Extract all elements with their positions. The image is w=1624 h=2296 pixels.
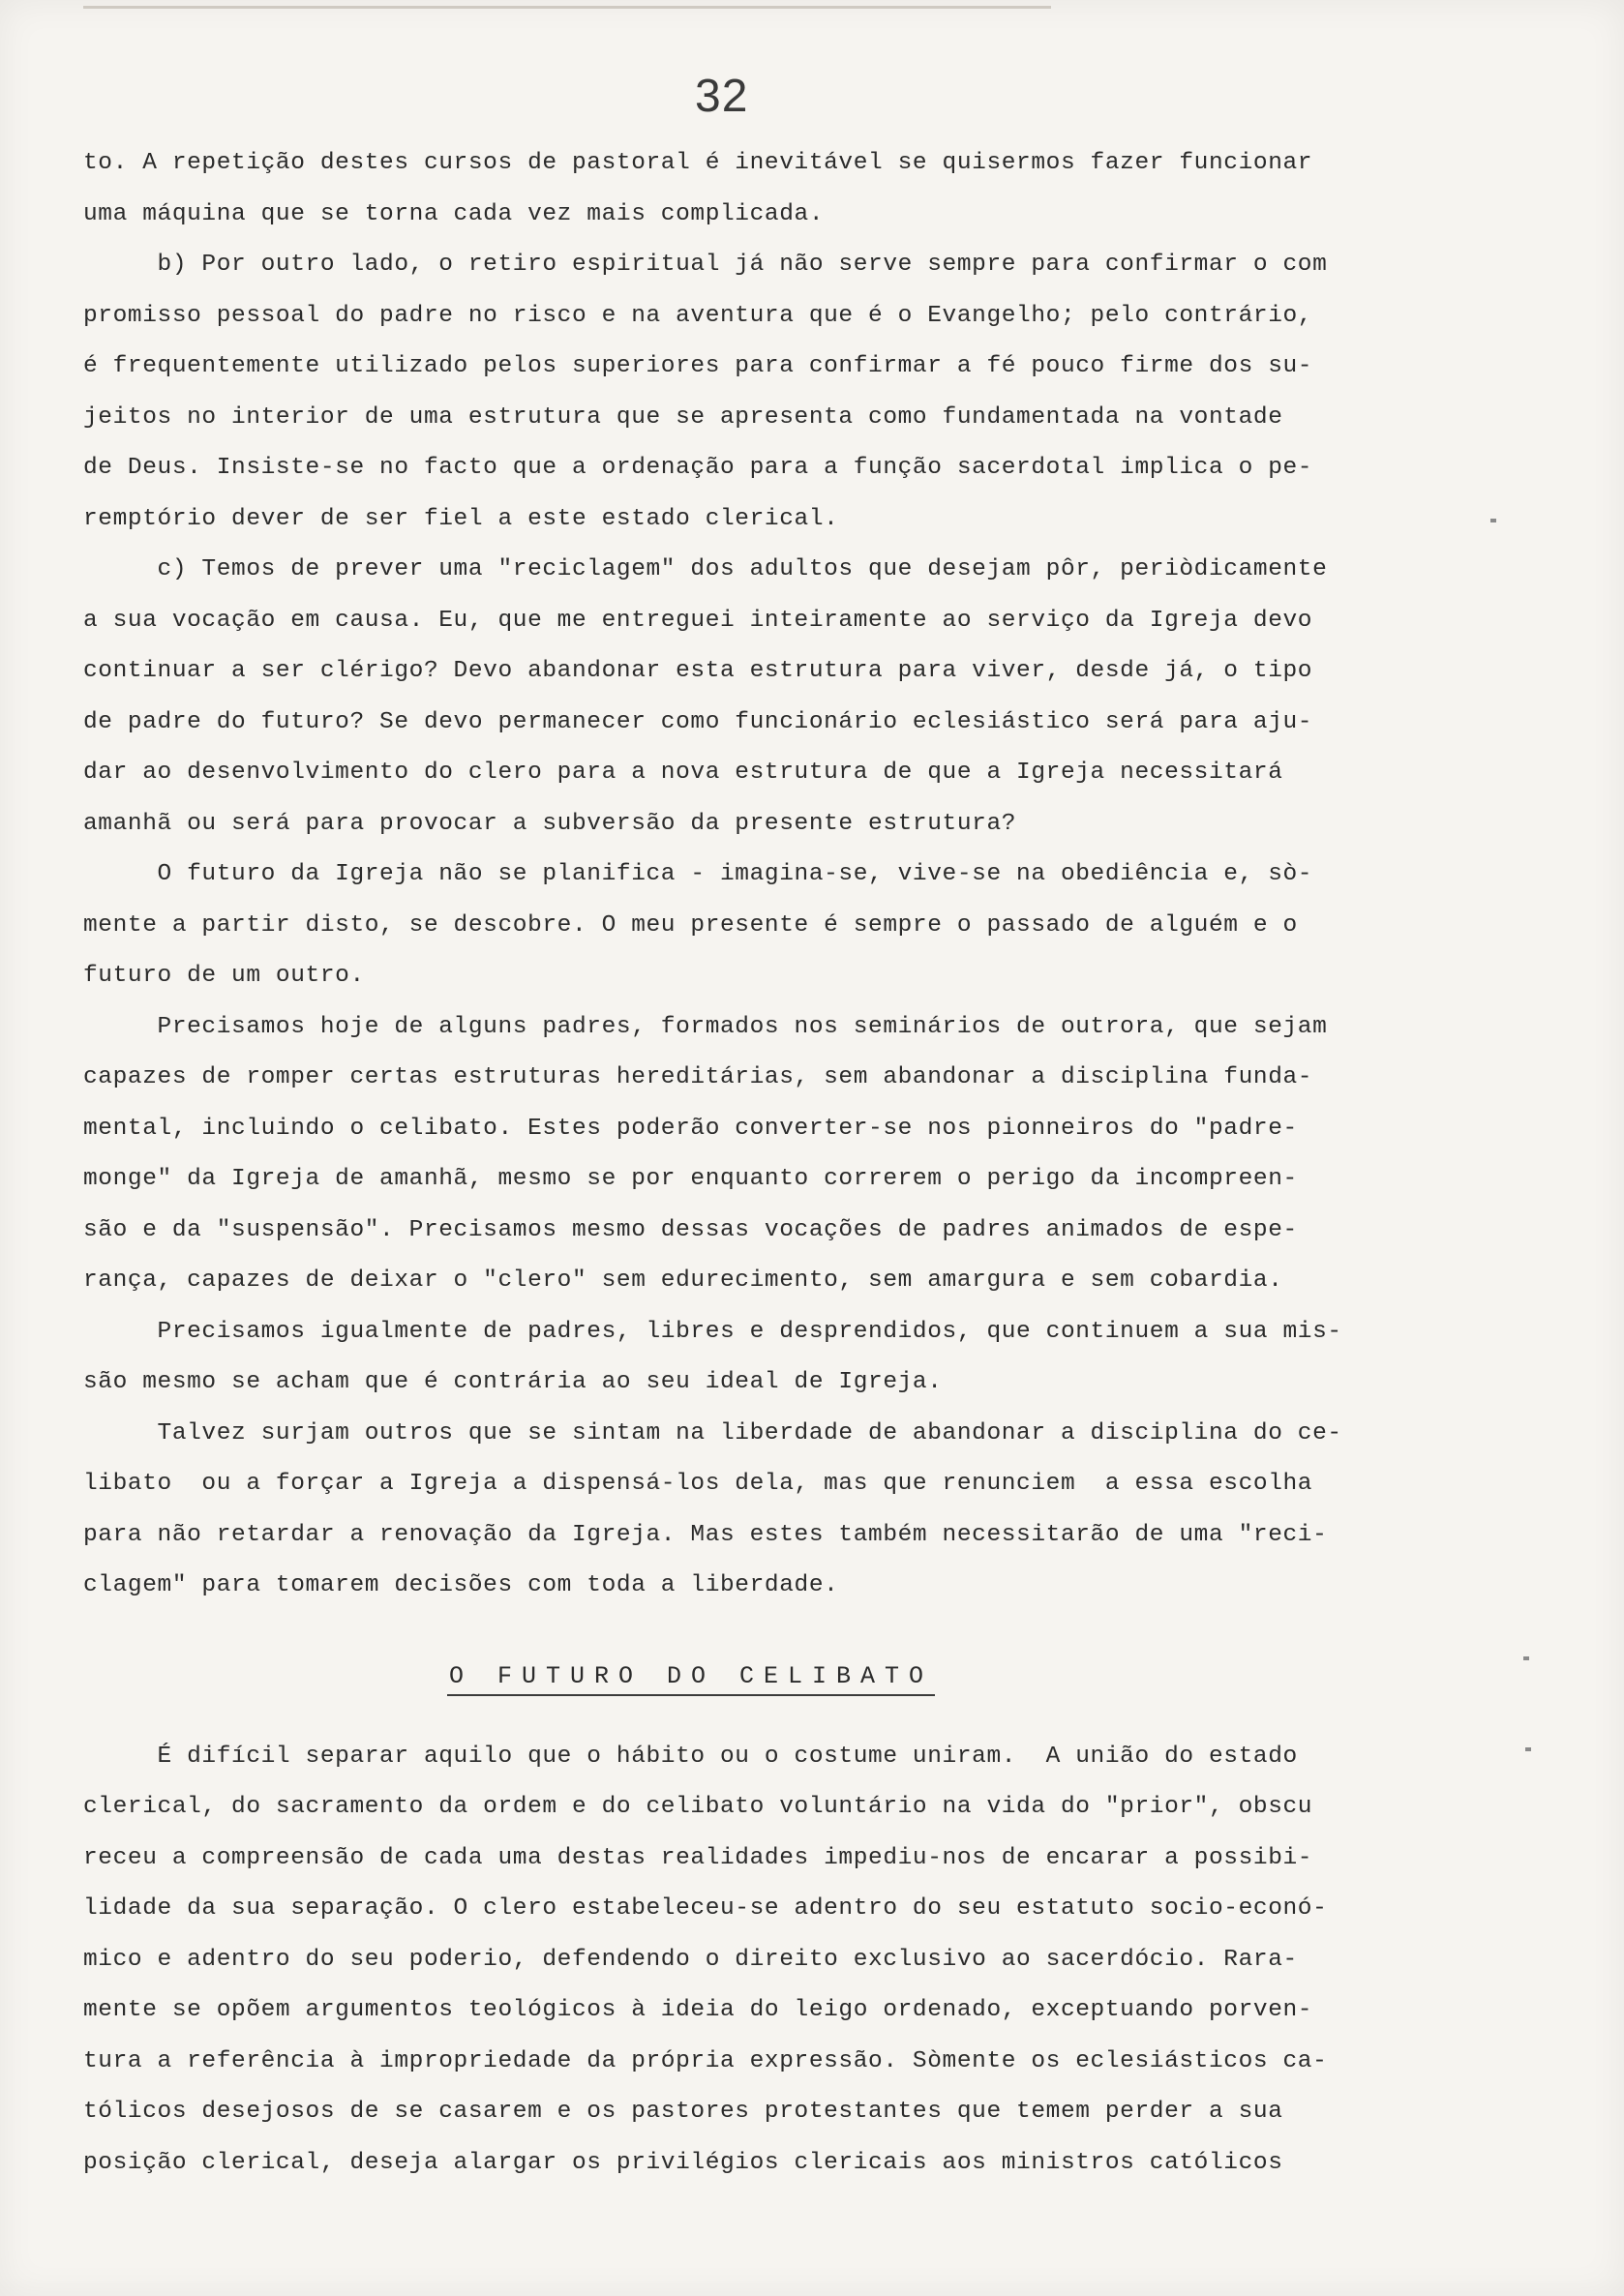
document-body bbox=[83, 138, 1390, 2189]
section-heading: O FUTURO DO CELIBATO bbox=[447, 1662, 935, 1696]
text-line: tólicos desejosos de se casarem e os pastores protestantes que temem perder a sua bbox=[83, 2099, 1283, 2125]
text-line: mente se opõem argumentos teológicos à ideia do leigo ordenado, exceptuando porven- bbox=[83, 1997, 1313, 2023]
text-line: a sua vocação em causa. Eu, que me entreguei inteiramente ao serviço da Igreja devo bbox=[83, 607, 1313, 634]
text-line: receu a compreensão de cada uma destas realidades impediu-nos de encarar a possibi- bbox=[83, 1844, 1313, 1871]
text-line: libato ou a forçar a Igreja a dispensá-los dela, mas que renunciem a essa escolha bbox=[83, 1471, 1313, 1497]
text-line: mente a partir disto, se descobre. O meu presente é sempre o passado de alguém e o bbox=[83, 911, 1298, 939]
text-line: são mesmo se acham que é contrária ao seu ideal de Igreja. bbox=[83, 1369, 943, 1395]
text-line: mental, incluindo o celibato. Estes poderão converter-se nos pionneiros do "padre- bbox=[83, 1115, 1298, 1142]
text-line: remptório dever de ser fiel a este estado clerical. bbox=[83, 505, 839, 532]
text-line: c) Temos de prever uma "reciclagem" dos adultos que desejam pôr, periòdicamente bbox=[83, 556, 1328, 582]
top-rule bbox=[83, 6, 1051, 9]
text-line: jeitos no interior de uma estrutura que se apresenta como fundamentada na vontade bbox=[83, 403, 1283, 431]
text-line: é frequentemente utilizado pelos superiores para confirmar a fé pouco firme dos su- bbox=[83, 353, 1313, 379]
page-number: 32 bbox=[695, 71, 749, 122]
text-line: continuar a ser clérigo? Devo abandonar esta estrutura para viver, desde já, o tipo bbox=[83, 658, 1313, 684]
text-line: Precisamos igualmente de padres, libres e desprendidos, que continuem a sua mis- bbox=[83, 1318, 1342, 1345]
text-line: lidade da sua separação. O clero estabeleceu-se adentro do seu estatuto socio-econó- bbox=[83, 1895, 1328, 1922]
text-line: capazes de romper certas estruturas hereditárias, sem abandonar a disciplina funda- bbox=[83, 1064, 1313, 1090]
text-line: mico e adentro do seu poderio, defendendo o direito exclusivo ao sacerdócio. Rara- bbox=[83, 1946, 1298, 1973]
text-line: É difícil separar aquilo que o hábito ou o costume uniram. A união do estado bbox=[83, 1743, 1298, 1770]
text-line: posição clerical, deseja alargar os privilégios clericais aos ministros católicos bbox=[83, 2149, 1283, 2176]
text-line: b) Por outro lado, o retiro espiritual já não serve sempre para confirmar o com bbox=[83, 252, 1328, 278]
margin-mark bbox=[1490, 519, 1496, 522]
text-line: dar ao desenvolvimento do clero para a nova estrutura de que a Igreja necessitará bbox=[83, 760, 1283, 786]
text-line: são e da "suspensão". Precisamos mesmo dessas vocações de padres animados de espe- bbox=[83, 1216, 1298, 1243]
text-line: clagem" para tomarem decisões com toda a liberdade. bbox=[83, 1572, 839, 1598]
margin-mark bbox=[1523, 1656, 1529, 1660]
text-line: de padre do futuro? Se devo permanecer como funcionário eclesiástico será para aju- bbox=[83, 708, 1313, 735]
text-line: monge" da Igreja de amanhã, mesmo se por enquanto correrem o perigo da incompreen- bbox=[83, 1166, 1298, 1192]
text-line: clerical, do sacramento da ordem e do celibato voluntário na vida do "prior", obscu bbox=[83, 1794, 1313, 1820]
text-line: de Deus. Insiste-se no facto que a ordenação para a função sacerdotal implica o pe- bbox=[83, 455, 1313, 481]
text-line: O futuro da Igreja não se planifica - imagina-se, vive-se na obediência e, sò- bbox=[83, 861, 1313, 887]
text-line: promisso pessoal do padre no risco e na aventura que é o Evangelho; pelo contrário, bbox=[83, 302, 1313, 329]
text-line: uma máquina que se torna cada vez mais complicada. bbox=[83, 200, 825, 227]
text-line: Talvez surjam outros que se sintam na liberdade de abandonar a disciplina do ce- bbox=[83, 1419, 1342, 1446]
text-line: para não retardar a renovação da Igreja. Mas estes também necessitarão de uma "reci- bbox=[83, 1521, 1328, 1548]
text-line: futuro de um outro. bbox=[83, 963, 365, 989]
text-line: rança, capazes de deixar o "clero" sem edurecimento, sem amargura e sem cobardia. bbox=[83, 1267, 1283, 1294]
text-line: tura a referência à impropriedade da própria expressão. Sòmente os eclesiásticos ca- bbox=[83, 2047, 1328, 2074]
text-line: amanhã ou será para provocar a subversão da presente estrutura? bbox=[83, 810, 1017, 837]
text-line: Precisamos hoje de alguns padres, formados nos seminários de outrora, que sejam bbox=[83, 1013, 1328, 1040]
margin-mark bbox=[1525, 1747, 1531, 1751]
text-line: to. A repetição destes cursos de pastoral é inevitável se quisermos fazer funcionar bbox=[83, 150, 1313, 176]
